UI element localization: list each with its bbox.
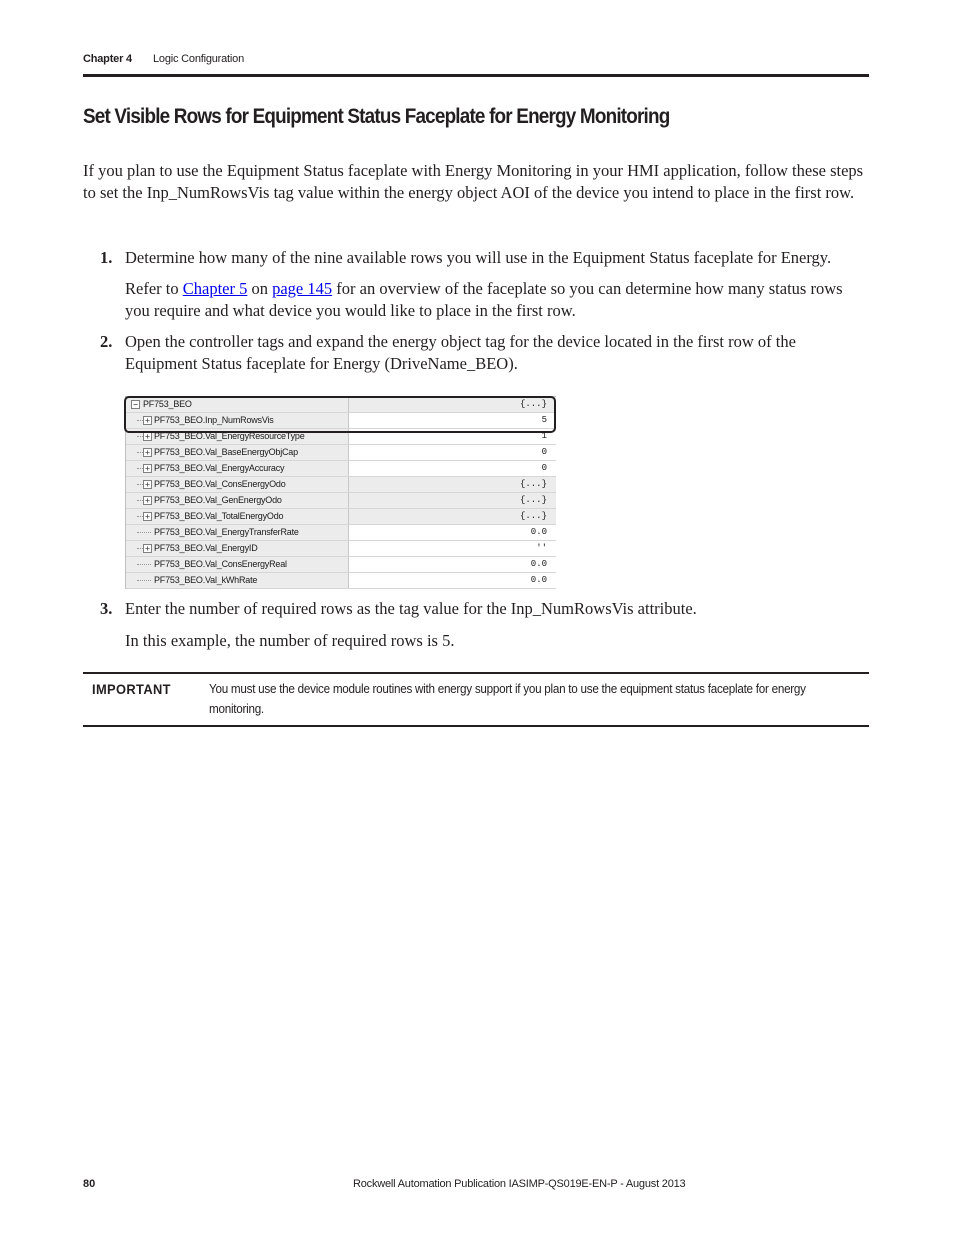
intro-paragraph: If you plan to use the Equipment Status faceplate with Energy Monitoring in your HMI application, follow these steps to set the Inp_NumRowsVis tag value within the energy object AOI of the device you intend to place in the first row. bbox=[83, 161, 864, 202]
tag-value-cell[interactable]: 0.0 bbox=[349, 525, 556, 540]
chapter-5-link[interactable]: Chapter 5 bbox=[182, 279, 248, 298]
tree-branch-line bbox=[137, 516, 143, 518]
important-text: You must use the device module routines with energy support if you plan to use the equipment status faceplate for energy monitoring. bbox=[209, 681, 806, 716]
chapter-label: Chapter 4 bbox=[83, 53, 132, 65]
step-2-text: Open the controller tags and expand the energy object tag for the device located in the first row of the Equipment Status faceplate for Energy (DriveName_BEO). bbox=[125, 332, 796, 373]
tag-row[interactable] bbox=[126, 541, 556, 557]
tree-branch-line bbox=[137, 580, 151, 582]
expand-icon[interactable]: + bbox=[143, 464, 152, 473]
tag-name: PF753_BEO.Val_GenEnergyOdo bbox=[154, 495, 282, 505]
tag-name-cell bbox=[126, 557, 349, 572]
step-1-detail-mid: on bbox=[247, 279, 273, 298]
step-2-number: 2. bbox=[100, 332, 113, 351]
tag-value-cell[interactable]: {...} bbox=[349, 477, 556, 492]
tag-value-cell[interactable]: {...} bbox=[349, 397, 556, 412]
tag-row[interactable] bbox=[126, 509, 556, 525]
tag-value-cell[interactable]: {...} bbox=[349, 493, 556, 508]
tag-name: PF753_BEO.Val_TotalEnergyOdo bbox=[154, 511, 284, 521]
page-145-link[interactable]: page 145 bbox=[272, 279, 333, 298]
tag-value-cell[interactable]: 0 bbox=[349, 461, 556, 476]
tag-row[interactable] bbox=[126, 461, 556, 477]
step-1 bbox=[100, 247, 870, 269]
tag-row[interactable] bbox=[126, 525, 556, 541]
tag-name-cell bbox=[126, 573, 349, 588]
tag-name-cell bbox=[126, 461, 349, 476]
tag-name: PF753_BEO.Inp_NumRowsVis bbox=[154, 415, 274, 425]
tree-branch-line bbox=[137, 452, 143, 454]
publication-info: Rockwell Automation Publication IASIMP-QS019E-EN-P - August 2013 bbox=[353, 1178, 686, 1190]
tag-value-cell[interactable]: 1 bbox=[349, 429, 556, 444]
tag-name: PF753_BEO.Val_EnergyTransferRate bbox=[154, 527, 299, 537]
tag-value-cell[interactable]: 5 bbox=[349, 413, 556, 428]
running-header bbox=[83, 53, 244, 65]
tag-name-cell bbox=[126, 509, 349, 524]
step-2 bbox=[100, 331, 860, 374]
expand-icon[interactable]: + bbox=[143, 448, 152, 457]
section-label: Logic Configuration bbox=[153, 53, 244, 65]
tag-name: PF753_BEO bbox=[143, 399, 192, 409]
tree-branch-line bbox=[137, 564, 151, 566]
tag-name: PF753_BEO.Val_kWhRate bbox=[154, 575, 258, 585]
tag-name: PF753_BEO.Val_EnergyAccuracy bbox=[154, 463, 285, 473]
tag-name: PF753_BEO.Val_ConsEnergyOdo bbox=[154, 479, 286, 489]
collapse-icon[interactable]: − bbox=[131, 400, 140, 409]
step-1-detail bbox=[125, 278, 855, 321]
tag-name-cell bbox=[126, 477, 349, 492]
expand-icon[interactable]: + bbox=[143, 480, 152, 489]
step-3-detail: In this example, the number of required rows is 5. bbox=[125, 631, 455, 650]
tag-row[interactable] bbox=[126, 493, 556, 509]
tree-branch-line bbox=[137, 436, 143, 438]
expand-icon[interactable]: + bbox=[143, 544, 152, 553]
tag-value-cell[interactable]: {...} bbox=[349, 509, 556, 524]
tree-branch-line bbox=[137, 548, 143, 550]
step-3-number: 3. bbox=[100, 599, 113, 618]
important-label: IMPORTANT bbox=[92, 681, 171, 697]
tag-name-cell bbox=[126, 541, 349, 556]
important-top-rule bbox=[83, 672, 869, 674]
step-1-detail-suffix: for an overview of the faceplate so you can determine how many status rows you require and what device you would like to place in the first row. bbox=[125, 279, 843, 320]
tag-name: PF753_BEO.Val_EnergyResourceType bbox=[154, 431, 305, 441]
tag-name: PF753_BEO.Val_EnergyID bbox=[154, 543, 258, 553]
tag-name: PF753_BEO.Val_BaseEnergyObjCap bbox=[154, 447, 298, 457]
step-1-number: 1. bbox=[100, 248, 113, 267]
numrowsvis-highlight bbox=[124, 396, 556, 433]
page-number: 80 bbox=[83, 1178, 96, 1190]
expand-icon[interactable]: + bbox=[143, 496, 152, 505]
expand-icon[interactable]: + bbox=[143, 416, 152, 425]
tree-branch-line bbox=[137, 468, 143, 470]
header-rule bbox=[83, 74, 869, 77]
step-3-text: Enter the number of required rows as the tag value for the Inp_NumRowsVis attribute. bbox=[125, 599, 697, 618]
page-title: Set Visible Rows for Equipment Status Faceplate for Energy Monitoring bbox=[83, 105, 670, 128]
tag-value-cell[interactable]: 0.0 bbox=[349, 573, 556, 588]
tag-row[interactable] bbox=[126, 445, 556, 461]
step-3 bbox=[100, 598, 860, 620]
tree-branch-line bbox=[137, 532, 151, 534]
tree-branch-line bbox=[137, 484, 143, 486]
tag-name-cell bbox=[126, 493, 349, 508]
tree-branch-line bbox=[137, 500, 143, 502]
expand-icon[interactable]: + bbox=[143, 512, 152, 521]
tag-row[interactable] bbox=[126, 477, 556, 493]
tag-value-cell[interactable]: 0 bbox=[349, 445, 556, 460]
tag-row[interactable] bbox=[126, 573, 556, 589]
tag-value-cell[interactable]: 0.0 bbox=[349, 557, 556, 572]
important-bottom-rule bbox=[83, 725, 869, 727]
expand-icon[interactable]: + bbox=[143, 432, 152, 441]
step-1-text: Determine how many of the nine available rows you will use in the Equipment Status faceplate for Energy. bbox=[125, 248, 832, 267]
tag-name: PF753_BEO.Val_ConsEnergyReal bbox=[154, 559, 287, 569]
step-1-detail-prefix: Refer to bbox=[125, 279, 183, 298]
tag-name-cell bbox=[126, 445, 349, 460]
tag-row[interactable] bbox=[126, 557, 556, 573]
tag-name-cell bbox=[126, 525, 349, 540]
tag-value-cell[interactable]: '' bbox=[349, 541, 556, 556]
